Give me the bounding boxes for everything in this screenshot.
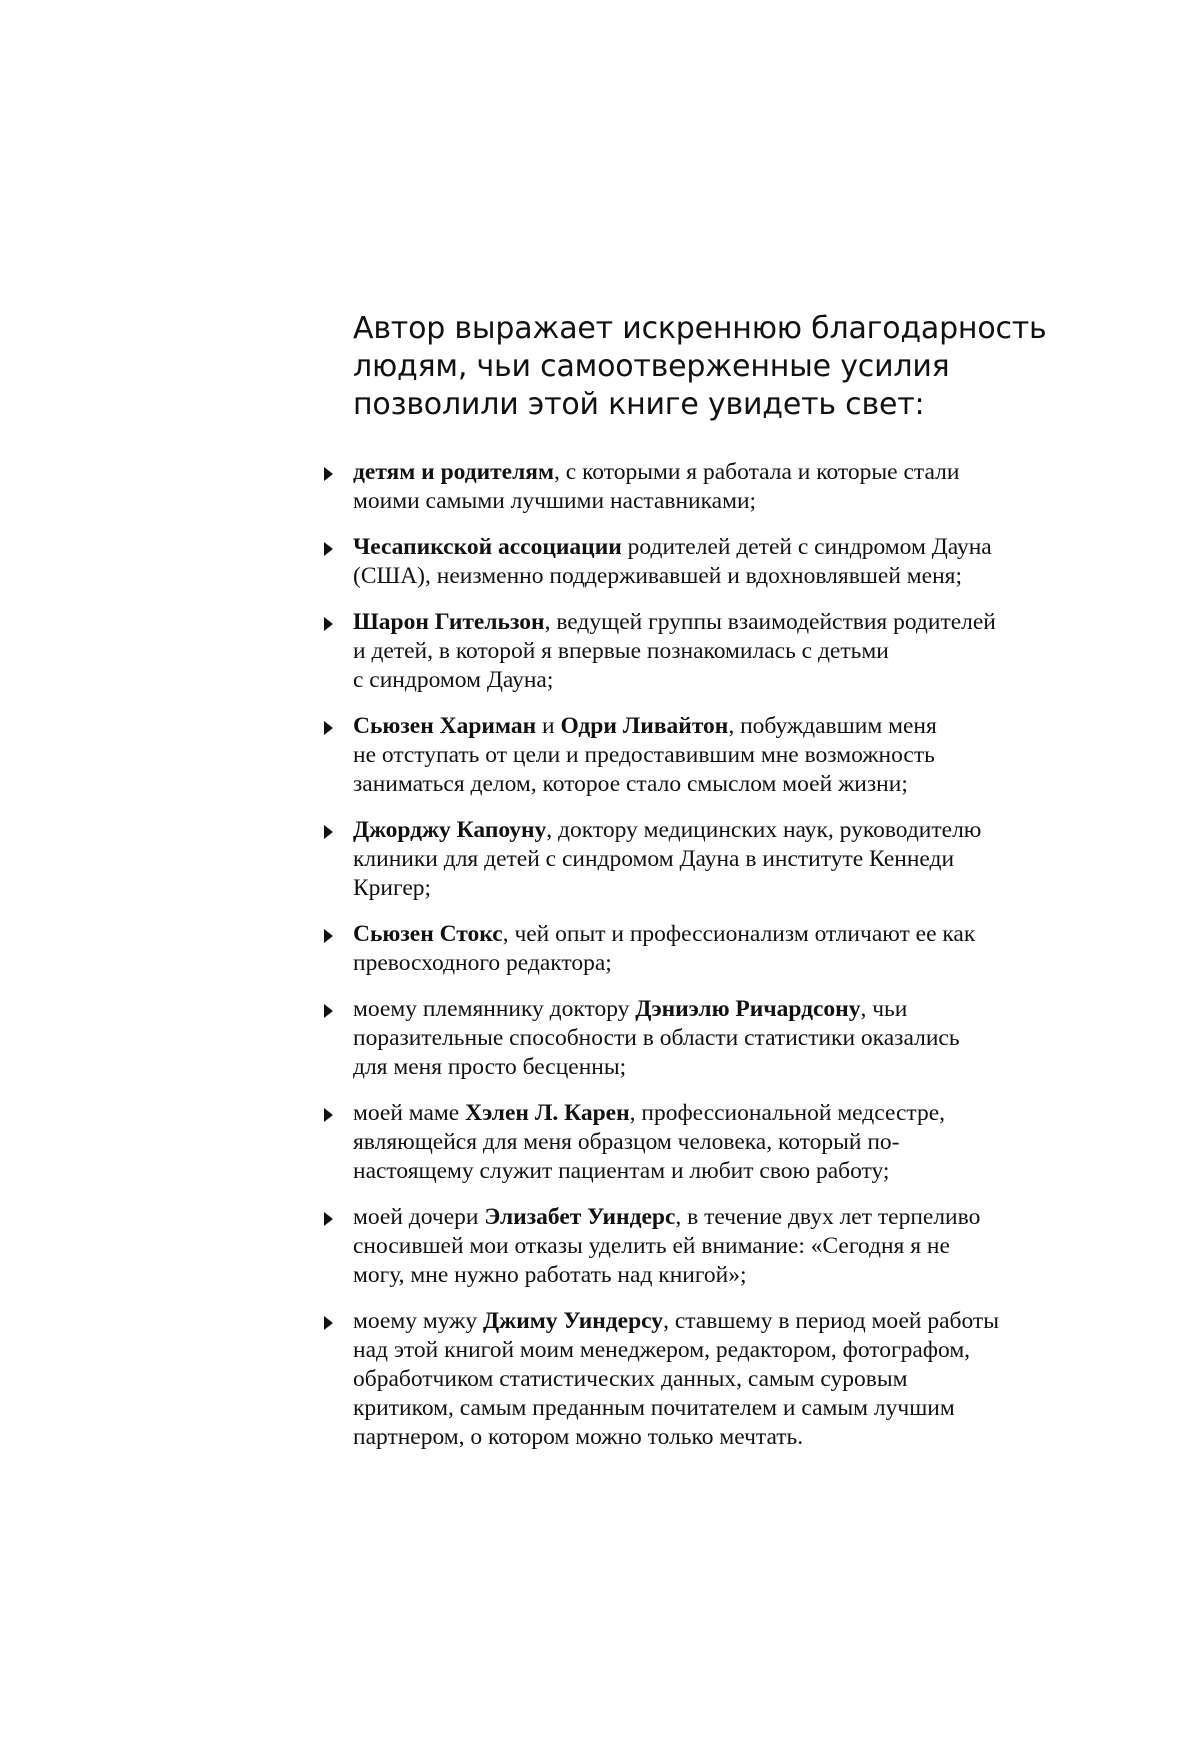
triangle-bullet-icon bbox=[324, 467, 333, 481]
text-segment: с синдромом Дауна; bbox=[353, 667, 554, 693]
heading-line: Автор выражает искреннюю благодарность bbox=[353, 311, 1047, 346]
list-item-line bbox=[353, 1053, 1102, 1082]
person-name: Джиму Уиндерсу bbox=[483, 1308, 664, 1334]
text-segment: настоящему служит пациентам и любит свою работу; bbox=[353, 1158, 890, 1184]
list-item-line bbox=[353, 1024, 1102, 1053]
text-segment: и bbox=[536, 713, 561, 739]
triangle-bullet-icon bbox=[324, 1316, 333, 1330]
person-name: Дэниэлю Ричардсону bbox=[635, 996, 861, 1022]
text-segment: могу, мне нужно работать над книгой»; bbox=[353, 1262, 747, 1288]
list-item-line bbox=[353, 608, 1102, 637]
text-segment: , чьи bbox=[860, 996, 908, 1022]
list-item-line bbox=[353, 949, 1102, 978]
list-item-line bbox=[353, 845, 1102, 874]
triangle-bullet-icon bbox=[324, 1004, 333, 1018]
text-segment: , ставшему в период моей работы bbox=[663, 1308, 999, 1334]
list-item-line bbox=[353, 487, 1102, 516]
list-item-line bbox=[353, 458, 1102, 487]
heading-line: людям, чьи самоотверженные усилия bbox=[353, 349, 950, 384]
person-name: Джорджу Капоуну bbox=[353, 817, 547, 843]
text-segment: для меня просто бесценны; bbox=[353, 1054, 627, 1080]
text-segment: являющейся для меня образцом человека, который по- bbox=[353, 1129, 900, 1155]
person-name: Чесапикской ассоциации bbox=[353, 534, 622, 560]
text-segment: заниматься делом, которое стало смыслом моей жизни; bbox=[353, 771, 908, 797]
list-item-line bbox=[353, 920, 1102, 949]
person-name: Шарон Гительзон bbox=[353, 609, 545, 635]
text-segment: , доктору медицинских наук, руководителю bbox=[546, 817, 982, 843]
list-item-line bbox=[353, 1099, 1102, 1128]
list-item-line bbox=[353, 1307, 1102, 1336]
list-item bbox=[322, 533, 1102, 591]
triangle-bullet-icon bbox=[324, 1108, 333, 1122]
text-segment: , чей опыт и профессионализм отличают ее как bbox=[502, 921, 976, 947]
triangle-bullet-icon bbox=[324, 617, 333, 631]
list-item bbox=[322, 712, 1102, 799]
list-item-line bbox=[353, 637, 1102, 666]
list-item-line bbox=[353, 1261, 1102, 1290]
list-item bbox=[322, 920, 1102, 978]
list-item-line bbox=[353, 874, 1102, 903]
triangle-bullet-icon bbox=[324, 1212, 333, 1226]
list-item bbox=[322, 1203, 1102, 1290]
list-item bbox=[322, 608, 1102, 695]
text-segment: родителей детей с синдромом Дауна bbox=[621, 534, 992, 560]
text-segment: моей маме bbox=[353, 1100, 466, 1126]
list-item-line bbox=[353, 770, 1102, 799]
list-item-line bbox=[353, 533, 1102, 562]
list-item-line bbox=[353, 712, 1102, 741]
list-item-line bbox=[353, 741, 1102, 770]
text-segment: и детей, в которой я впервые познакомилась с детьми bbox=[353, 638, 889, 664]
text-segment: критиком, самым преданным почитателем и самым лучшим bbox=[353, 1395, 955, 1421]
text-segment: , побуждавшим меня bbox=[728, 713, 937, 739]
text-segment: моему племяннику доктору bbox=[353, 996, 636, 1022]
list-item-line bbox=[353, 1232, 1102, 1261]
list-item-line bbox=[353, 995, 1102, 1024]
text-segment: моими самыми лучшими наставниками; bbox=[353, 488, 757, 514]
list-item bbox=[322, 1307, 1102, 1452]
list-item bbox=[322, 458, 1102, 516]
text-segment: , в течение двух лет терпеливо bbox=[675, 1204, 981, 1230]
list-item bbox=[322, 1099, 1102, 1186]
text-segment: моему мужу bbox=[353, 1308, 484, 1334]
text-segment: клиники для детей с синдромом Дауна в институте Кеннеди bbox=[353, 846, 955, 872]
person-name: Элизабет Уиндерс bbox=[484, 1204, 676, 1230]
list-item-line bbox=[353, 1365, 1102, 1394]
text-segment: сносившей мои отказы уделить ей внимание: «Сегодня я не bbox=[353, 1233, 950, 1259]
person-name: Хэлен Л. Карен bbox=[465, 1100, 630, 1126]
text-segment: превосходного редактора; bbox=[353, 950, 612, 976]
text-segment: , профессиональной медсестре, bbox=[629, 1100, 946, 1126]
text-segment: (США), неизменно поддерживавшей и вдохновлявшей меня; bbox=[353, 563, 962, 589]
text-segment: обработчиком статистических данных, самым суровым bbox=[353, 1366, 908, 1392]
text-segment: Кригер; bbox=[353, 875, 432, 901]
list-item-line bbox=[353, 666, 1102, 695]
list-item-line bbox=[353, 1423, 1102, 1452]
person-name: Сьюзен Стокс bbox=[353, 921, 503, 947]
text-segment: над этой книгой моим менеджером, редактором, фотографом, bbox=[353, 1337, 971, 1363]
triangle-bullet-icon bbox=[324, 542, 333, 556]
heading-line: позволили этой книге увидеть свет: bbox=[353, 387, 925, 422]
text-segment: партнером, о котором можно только мечтать. bbox=[353, 1424, 804, 1450]
triangle-bullet-icon bbox=[324, 825, 333, 839]
list-item-line bbox=[353, 1128, 1102, 1157]
acknowledgements-heading bbox=[353, 310, 1113, 424]
list-item-line bbox=[353, 1394, 1102, 1423]
list-item bbox=[322, 995, 1102, 1082]
triangle-bullet-icon bbox=[324, 721, 333, 735]
list-item bbox=[322, 816, 1102, 903]
list-item-line bbox=[353, 816, 1102, 845]
text-segment: поразительные способности в области статистики оказались bbox=[353, 1025, 960, 1051]
list-item-line bbox=[353, 1336, 1102, 1365]
list-item-line bbox=[353, 1157, 1102, 1186]
text-segment: , с которыми я работала и которые стали bbox=[554, 459, 960, 485]
text-segment: не отступать от цели и предоставившим мне возможность bbox=[353, 742, 935, 768]
text-segment: моей дочери bbox=[353, 1204, 485, 1230]
acknowledgements-list bbox=[322, 458, 1102, 1469]
triangle-bullet-icon bbox=[324, 929, 333, 943]
list-item-line bbox=[353, 562, 1102, 591]
text-segment: , ведущей группы взаимодействия родителей bbox=[544, 609, 996, 635]
person-name: Одри Ливайтон bbox=[560, 713, 729, 739]
person-name: детям и родителям bbox=[353, 459, 555, 485]
list-item-line bbox=[353, 1203, 1102, 1232]
person-name: Сьюзен Хариман bbox=[353, 713, 537, 739]
